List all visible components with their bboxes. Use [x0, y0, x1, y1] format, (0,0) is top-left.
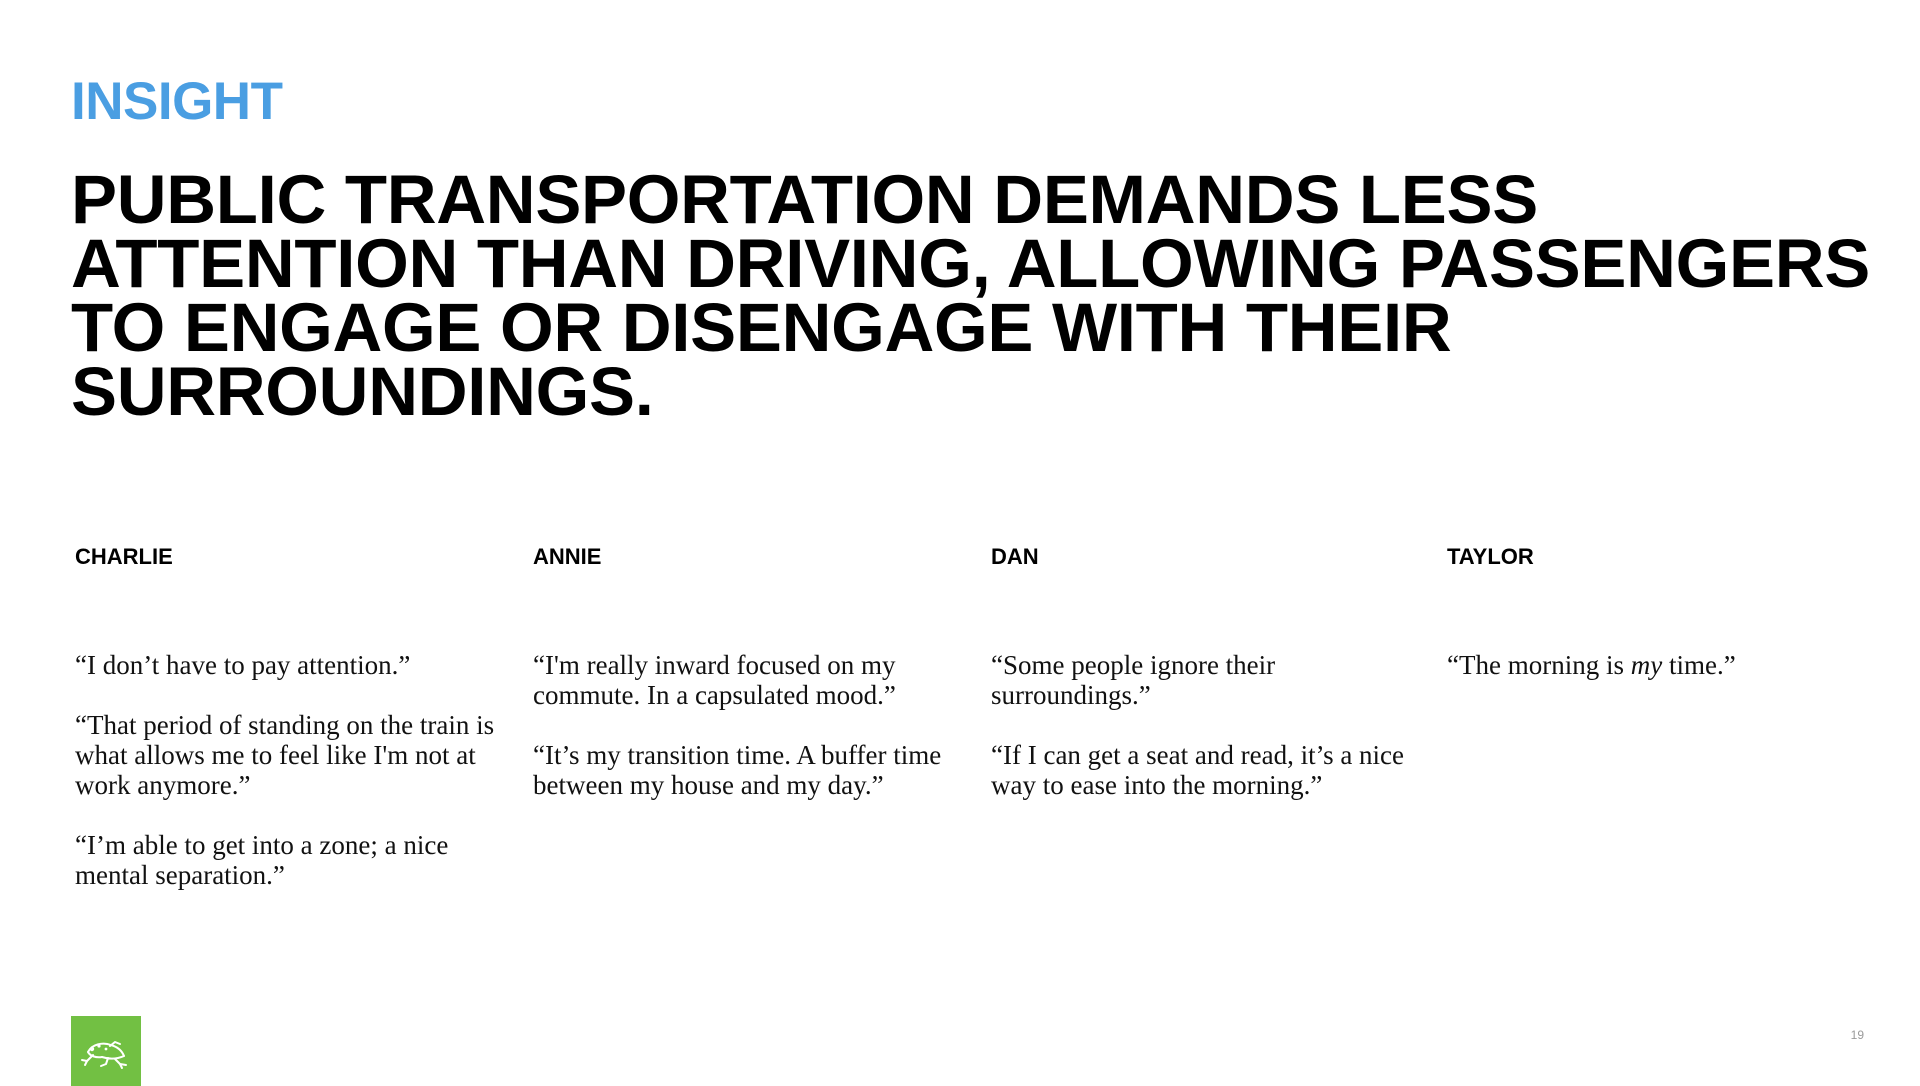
- page-number: 19: [1850, 1028, 1864, 1042]
- participant-column-taylor: [1447, 544, 1867, 710]
- headline-line: ATTENTION THAN DRIVING, ALLOWING PASSENGERS: [71, 225, 1870, 302]
- quote-list: [1447, 650, 1867, 680]
- quote-list: [991, 650, 1411, 800]
- participant-name: TAYLOR: [1447, 544, 1534, 569]
- headline-line: TO ENGAGE OR DISENGAGE WITH THEIR: [71, 289, 1452, 366]
- participant-column-annie: [533, 544, 953, 830]
- participant-name: ANNIE: [533, 544, 602, 569]
- quote-list: [533, 650, 953, 800]
- participant-name: CHARLIE: [75, 544, 173, 569]
- headline-line: PUBLIC TRANSPORTATION DEMANDS LESS: [71, 161, 1538, 238]
- quote: “I’m able to get into a zone; a nice mental separation.”: [75, 830, 449, 890]
- quote-text: time.”: [1662, 650, 1736, 680]
- quote-text: “The morning is: [1447, 650, 1631, 680]
- quote: “Some people ignore their surroundings.”: [991, 650, 1276, 710]
- quote: “If I can get a seat and read, it’s a nice way to ease into the morning.”: [991, 740, 1405, 800]
- quote: [1447, 650, 1867, 680]
- participant-name: DAN: [991, 544, 1039, 569]
- section-label: INSIGHT: [71, 72, 283, 131]
- quote: “That period of standing on the train is what allows me to feel like I'm not at work anymore.”: [75, 710, 495, 800]
- logo: [71, 1016, 141, 1086]
- quote-list: [75, 650, 495, 890]
- quote-emphasis: my: [1630, 650, 1663, 680]
- headline: [71, 161, 1871, 430]
- quote: “It’s my transition time. A buffer time between my house and my day.”: [533, 740, 942, 800]
- frog-icon: [79, 1034, 133, 1072]
- quote: “I'm really inward focused on my commute. In a capsulated mood.”: [533, 650, 896, 710]
- quote: “I don’t have to pay attention.”: [75, 650, 411, 680]
- participant-column-charlie: [75, 544, 495, 920]
- participant-column-dan: [991, 544, 1411, 830]
- headline-line: SURROUNDINGS.: [71, 353, 654, 430]
